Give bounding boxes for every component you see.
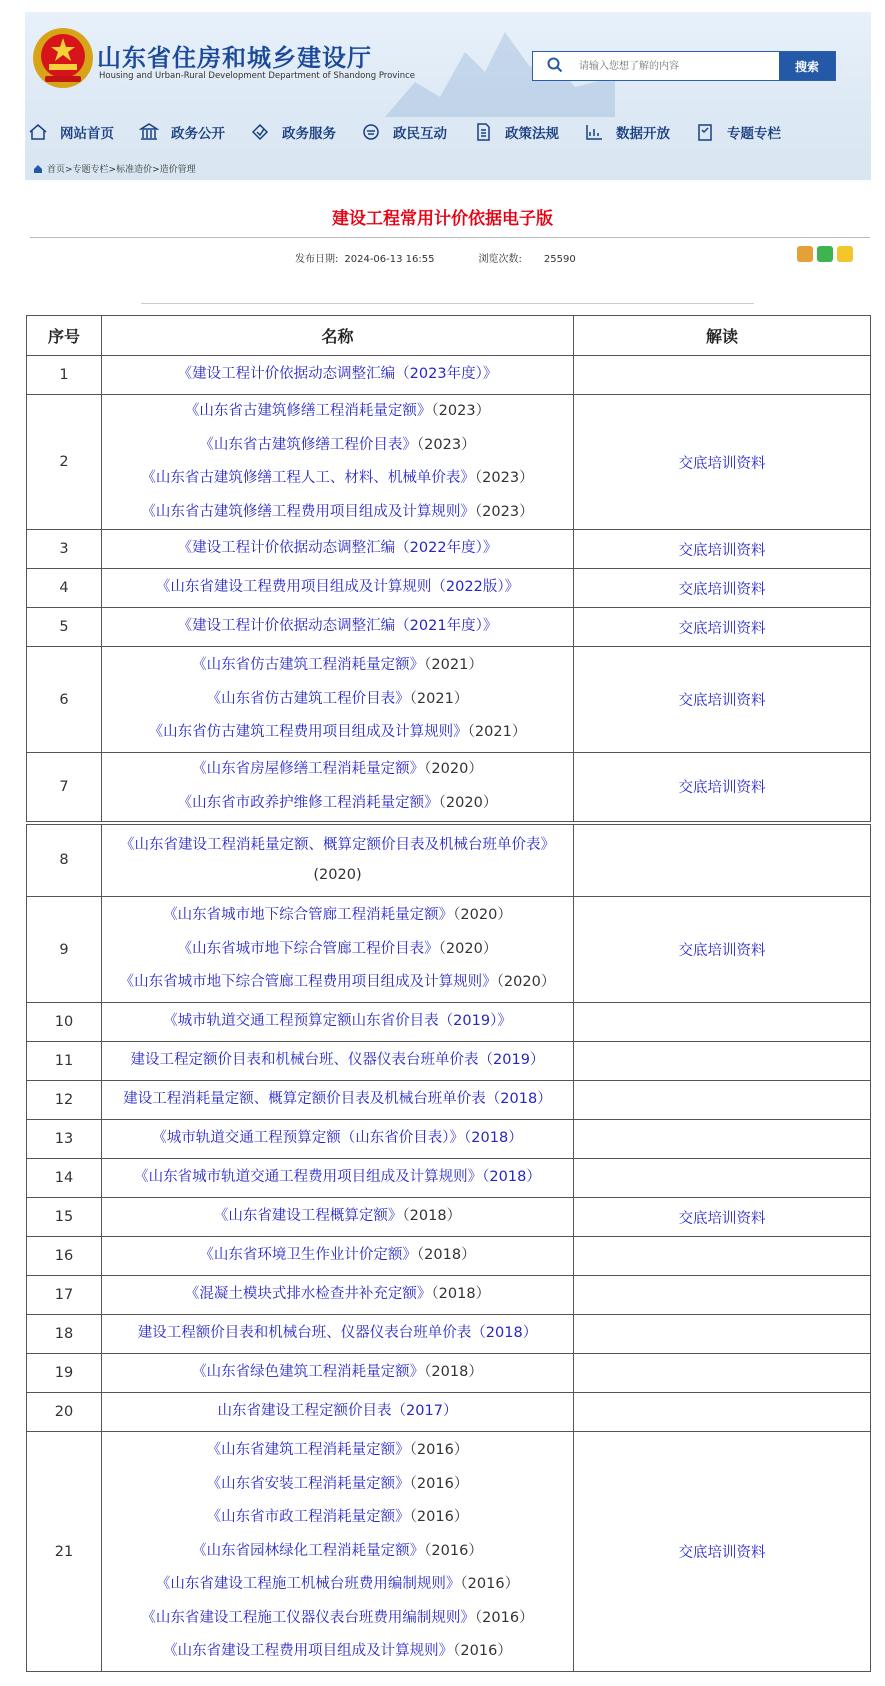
table-row (27, 1276, 871, 1315)
cell-interpretation (574, 1393, 871, 1432)
document-entry (102, 933, 573, 967)
table-body (27, 356, 871, 1672)
cell-interpretation (574, 823, 871, 897)
cell-interpretation (574, 1276, 871, 1315)
cell-no: 9 (27, 897, 102, 1003)
cell-interpretation (574, 1237, 871, 1276)
document-link[interactable]: 《山东省建设工程施工机械台班费用编制规则》 (155, 1576, 461, 1593)
document-link[interactable]: 《山东省市政养护维修工程消耗量定额》 (177, 794, 439, 811)
document-year: （2023） (431, 403, 491, 419)
document-link[interactable]: 《山东省园林绿化工程消耗量定额》 (192, 1542, 425, 1559)
publish-date: 2024-06-13 16:55 (344, 254, 435, 265)
document-entry (102, 1122, 573, 1156)
site-subtitle: Housing and Urban-Rural Development Department of Shandong Province (99, 71, 415, 81)
document-year: （2021） (467, 724, 527, 741)
article-title: 建设工程常用计价依据电子版 (332, 209, 553, 229)
document-link[interactable]: 《山东省建设工程施工仪器仪表台班费用编制规则》 (141, 1609, 475, 1626)
document-entry (102, 966, 573, 1000)
document-link[interactable]: 《城市轨道交通工程预算定额（山东省价目表）》（2018） (152, 1130, 523, 1147)
cell-interpretation (574, 753, 871, 823)
table-row (27, 1237, 871, 1276)
training-material-link[interactable]: 交底培训资料 (678, 620, 766, 637)
document-entry (102, 1161, 573, 1195)
search-box (532, 51, 836, 81)
topic-icon (695, 122, 715, 142)
table-row (27, 1393, 871, 1432)
document-link[interactable]: 《山东省建筑工程消耗量定额》 (206, 1442, 410, 1459)
views-label: 浏览次数: (478, 254, 522, 265)
interaction-icon (361, 122, 381, 142)
cell-name (102, 356, 574, 395)
document-entry (102, 462, 573, 496)
policy-document-icon (473, 122, 493, 142)
table-header-row (27, 316, 871, 356)
home-icon (28, 122, 48, 142)
cell-name (102, 395, 574, 530)
document-link[interactable]: 《山东省古建筑修缮工程费用项目组成及计算规则》 (141, 503, 475, 520)
document-link[interactable]: 《山东省安装工程消耗量定额》 (206, 1475, 410, 1492)
document-entry (102, 1468, 573, 1502)
nav-item-interaction[interactable] (361, 120, 447, 144)
nav-label: 网站首页 (60, 126, 114, 142)
document-entry (102, 1568, 573, 1602)
cell-name (102, 1159, 574, 1198)
views-count: 25590 (543, 254, 576, 265)
document-link[interactable]: 《建设工程计价依据动态调整汇编（2021年度）》 (177, 618, 498, 635)
document-year: （2018） (431, 1286, 491, 1303)
nav-label: 政务服务 (282, 126, 336, 142)
cell-no: 11 (27, 1042, 102, 1081)
nav-item-topics[interactable] (695, 120, 781, 144)
document-year: （2020） (496, 974, 556, 991)
cell-interpretation (574, 569, 871, 608)
table-row (27, 1081, 871, 1120)
document-entry (102, 1200, 573, 1234)
document-entry (102, 571, 573, 605)
cell-no: 12 (27, 1081, 102, 1120)
cell-no: 20 (27, 1393, 102, 1432)
document-entry (102, 787, 573, 821)
training-material-link[interactable]: 交底培训资料 (678, 1210, 766, 1227)
document-year: （2023） (474, 470, 534, 486)
nav-item-gov-affairs[interactable] (139, 120, 225, 144)
training-material-link[interactable]: 交底培训资料 (678, 693, 766, 709)
search-icon (547, 57, 563, 73)
document-year: (2020) (313, 867, 362, 884)
document-link[interactable]: 《山东省环境卫生作业计价定额》 (199, 1247, 417, 1264)
document-link[interactable]: 《山东省建设工程费用项目组成及计算规则（2022版）》 (155, 579, 520, 596)
table-row (27, 1042, 871, 1081)
document-year: （2018） (416, 1247, 476, 1264)
col-header-interpretation: 解读 (574, 316, 871, 356)
cell-name (102, 1354, 574, 1393)
document-link[interactable]: 《山东省城市轨道交通工程费用项目组成及计算规则》（2018） (134, 1169, 541, 1186)
nav-label: 政策法规 (505, 126, 559, 142)
document-link[interactable]: 《山东省古建筑修缮工程消耗量定额》 (184, 403, 432, 419)
document-entry (102, 899, 573, 933)
publish-label: 发布日期: (295, 254, 339, 265)
document-entry (102, 1083, 573, 1117)
cell-no: 19 (27, 1354, 102, 1393)
table-row (27, 1315, 871, 1354)
cell-no: 17 (27, 1276, 102, 1315)
table-row (27, 1120, 871, 1159)
document-link[interactable]: 《建设工程计价依据动态调整汇编（2022年度）》 (177, 540, 498, 557)
divider (141, 303, 754, 304)
main-nav (25, 116, 871, 148)
cell-interpretation (574, 1159, 871, 1198)
cell-no: 15 (27, 1198, 102, 1237)
document-year: （2023） (474, 503, 534, 520)
cell-no: 6 (27, 647, 102, 753)
cell-interpretation (574, 1003, 871, 1042)
document-link[interactable]: 《山东省城市地下综合管廊工程费用项目组成及计算规则》 (119, 974, 497, 991)
document-link[interactable]: 《山东省古建筑修缮工程人工、材料、机械单价表》 (141, 470, 475, 486)
share-buttons (797, 246, 853, 262)
document-entry (102, 830, 573, 890)
pricing-basis-table (26, 315, 871, 1672)
cell-interpretation (574, 608, 871, 647)
document-entry (102, 1278, 573, 1312)
document-year: （2016） (460, 1576, 520, 1593)
document-link[interactable]: 《山东省建设工程概算定额》 (213, 1208, 403, 1225)
document-link[interactable]: 《山东省市政工程消耗量定额》 (206, 1509, 410, 1526)
cell-no: 2 (27, 395, 102, 530)
document-entry (102, 496, 573, 530)
cell-name (102, 1198, 574, 1237)
training-material-link[interactable]: 交底培训资料 (678, 943, 766, 959)
table-row (27, 753, 871, 823)
document-year: （2018） (424, 1364, 483, 1381)
divider (30, 237, 870, 238)
wechat-share-icon[interactable] (817, 246, 833, 262)
document-link[interactable]: 《山东省建设工程消耗量定额、概算定额价目表及机械台班单价表》 (120, 837, 555, 854)
nav-label: 政务公开 (171, 126, 225, 142)
government-building-icon (139, 122, 159, 142)
document-link[interactable]: 《城市轨道交通工程预算定额山东省价目表（2019）》 (163, 1013, 512, 1030)
document-link[interactable]: 《山东省城市地下综合管廊工程消耗量定额》 (163, 907, 454, 924)
cell-name (102, 530, 574, 569)
document-entry (102, 1005, 573, 1039)
nav-label: 专题专栏 (727, 126, 781, 142)
cell-interpretation (574, 356, 871, 395)
cell-name (102, 1003, 574, 1042)
cell-name (102, 1393, 574, 1432)
table-row (27, 1159, 871, 1198)
weibo-share-icon[interactable] (797, 246, 813, 262)
document-year: （2020） (438, 940, 498, 957)
nav-item-home[interactable] (28, 120, 114, 144)
cell-interpretation (574, 1198, 871, 1237)
document-link[interactable]: 《混凝土模块式排水检查井补充定额》 (184, 1286, 432, 1303)
document-link[interactable]: 《山东省仿古建筑工程价目表》 (206, 690, 410, 707)
home-icon (33, 164, 43, 174)
table-row (27, 1198, 871, 1237)
cell-name (102, 569, 574, 608)
article-meta (295, 250, 582, 265)
document-entry (102, 1602, 573, 1636)
training-material-link[interactable]: 交底培训资料 (678, 780, 766, 797)
document-entry (102, 1434, 573, 1468)
training-material-link[interactable]: 交底培训资料 (678, 455, 766, 472)
table-row (27, 1003, 871, 1042)
document-link[interactable]: 《山东省绿色建筑工程消耗量定额》 (192, 1364, 425, 1381)
document-year: （2016） (474, 1609, 534, 1626)
search-button[interactable]: 搜索 (779, 52, 835, 80)
cell-name (102, 647, 574, 753)
cell-interpretation (574, 1042, 871, 1081)
document-year: （2016） (409, 1509, 469, 1526)
cell-interpretation (574, 1120, 871, 1159)
cell-name (102, 1081, 574, 1120)
document-entry (102, 683, 573, 717)
document-entry (102, 395, 573, 429)
document-year: （2023） (416, 436, 476, 453)
cell-interpretation (574, 897, 871, 1003)
cell-no: 3 (27, 530, 102, 569)
document-link[interactable]: 山东省建设工程定额价目表（2017） (217, 1403, 458, 1420)
document-link[interactable]: 《山东省建设工程费用项目组成及计算规则》 (163, 1643, 454, 1660)
cell-no: 21 (27, 1432, 102, 1672)
cell-name (102, 1432, 574, 1672)
table-row (27, 608, 871, 647)
document-link[interactable]: 《山东省城市地下综合管廊工程价目表》 (177, 940, 439, 957)
table-row (27, 1432, 871, 1672)
table-row (27, 897, 871, 1003)
cell-interpretation (574, 530, 871, 569)
table-row (27, 823, 871, 897)
cell-interpretation (574, 1315, 871, 1354)
national-emblem-logo[interactable] (31, 26, 95, 90)
cell-name (102, 753, 574, 823)
document-entry (102, 610, 573, 644)
document-year: （2018） (402, 1208, 462, 1225)
table-row (27, 569, 871, 608)
document-link[interactable]: 建设工程定额价目表和机械台班、仪器仪表台班单价表（2019） (130, 1052, 545, 1069)
document-entry (102, 1356, 573, 1390)
document-year: （2016） (409, 1442, 469, 1459)
table-row (27, 1354, 871, 1393)
document-year: （2016） (453, 1643, 512, 1660)
document-entry (102, 716, 573, 750)
document-entry (102, 1395, 573, 1429)
training-material-link[interactable]: 交底培训资料 (678, 581, 766, 598)
col-header-name: 名称 (102, 316, 574, 356)
document-link[interactable]: 《建设工程计价依据动态调整汇编（2023年度）》 (177, 366, 498, 383)
training-material-link[interactable]: 交底培训资料 (678, 542, 766, 559)
cell-name (102, 1042, 574, 1081)
document-entry (102, 1044, 573, 1078)
cell-interpretation (574, 1081, 871, 1120)
cell-no: 4 (27, 569, 102, 608)
cell-name (102, 1315, 574, 1354)
training-material-link[interactable]: 交底培训资料 (678, 1545, 766, 1561)
document-entry (102, 1317, 573, 1351)
cell-no: 18 (27, 1315, 102, 1354)
cell-interpretation (574, 1432, 871, 1672)
site-header (25, 12, 871, 180)
nav-item-data[interactable] (584, 120, 670, 144)
document-year: （2021） (424, 657, 483, 674)
table-row (27, 647, 871, 753)
cell-interpretation (574, 395, 871, 530)
document-link[interactable]: 《山东省房屋修缮工程消耗量定额》 (192, 761, 425, 778)
document-year: （2016） (409, 1475, 469, 1492)
document-entry (102, 1239, 573, 1273)
cell-name (102, 897, 574, 1003)
breadcrumb-text[interactable]: 首页>专题专栏>标准造价>造价管理 (47, 165, 196, 175)
search-input[interactable] (577, 56, 781, 76)
document-entry (102, 649, 573, 683)
cell-no: 1 (27, 356, 102, 395)
cell-name (102, 823, 574, 897)
cell-interpretation (574, 1354, 871, 1393)
breadcrumb (33, 162, 196, 175)
document-link[interactable]: 《山东省仿古建筑工程费用项目组成及计算规则》 (148, 724, 468, 741)
document-link[interactable]: 建设工程额价目表和机械台班、仪器仪表台班单价表（2018） (137, 1325, 538, 1342)
document-entry (102, 1501, 573, 1535)
data-chart-icon (584, 122, 604, 142)
cell-no: 5 (27, 608, 102, 647)
document-link[interactable]: 建设工程消耗量定额、概算定额价目表及机械台班单价表（2018） (123, 1091, 552, 1108)
document-entry (102, 358, 573, 392)
document-year: （2016） (424, 1542, 483, 1559)
document-entry (102, 753, 573, 787)
nav-item-policy[interactable] (473, 120, 559, 144)
cell-no: 14 (27, 1159, 102, 1198)
nav-label: 政民互动 (393, 126, 447, 142)
document-entry (102, 1535, 573, 1569)
document-link[interactable]: 《山东省仿古建筑工程消耗量定额》 (192, 657, 425, 674)
cell-no: 7 (27, 753, 102, 823)
nav-label: 数据开放 (616, 126, 670, 142)
cell-no: 10 (27, 1003, 102, 1042)
document-entry (102, 532, 573, 566)
site-title[interactable]: 山东省住房和城乡建设厅 (97, 44, 372, 72)
document-entry (102, 1635, 573, 1669)
favorite-star-icon[interactable] (837, 246, 853, 262)
table-row (27, 356, 871, 395)
cell-name (102, 1276, 574, 1315)
document-year: （2020） (438, 794, 498, 811)
cell-name (102, 1120, 574, 1159)
table-row (27, 530, 871, 569)
document-year: （2020） (453, 907, 512, 924)
cell-no: 16 (27, 1237, 102, 1276)
cell-interpretation (574, 647, 871, 753)
document-year: （2021） (409, 690, 469, 707)
document-year: （2020） (424, 761, 483, 778)
cell-no: 13 (27, 1120, 102, 1159)
document-link[interactable]: 《山东省古建筑修缮工程价目表》 (199, 436, 417, 453)
cell-no: 8 (27, 823, 102, 897)
nav-item-gov-service[interactable] (250, 120, 336, 144)
service-icon (250, 122, 270, 142)
cell-name (102, 1237, 574, 1276)
col-header-no: 序号 (27, 316, 102, 356)
table-row (27, 395, 871, 530)
document-entry (102, 429, 573, 463)
cell-name (102, 608, 574, 647)
